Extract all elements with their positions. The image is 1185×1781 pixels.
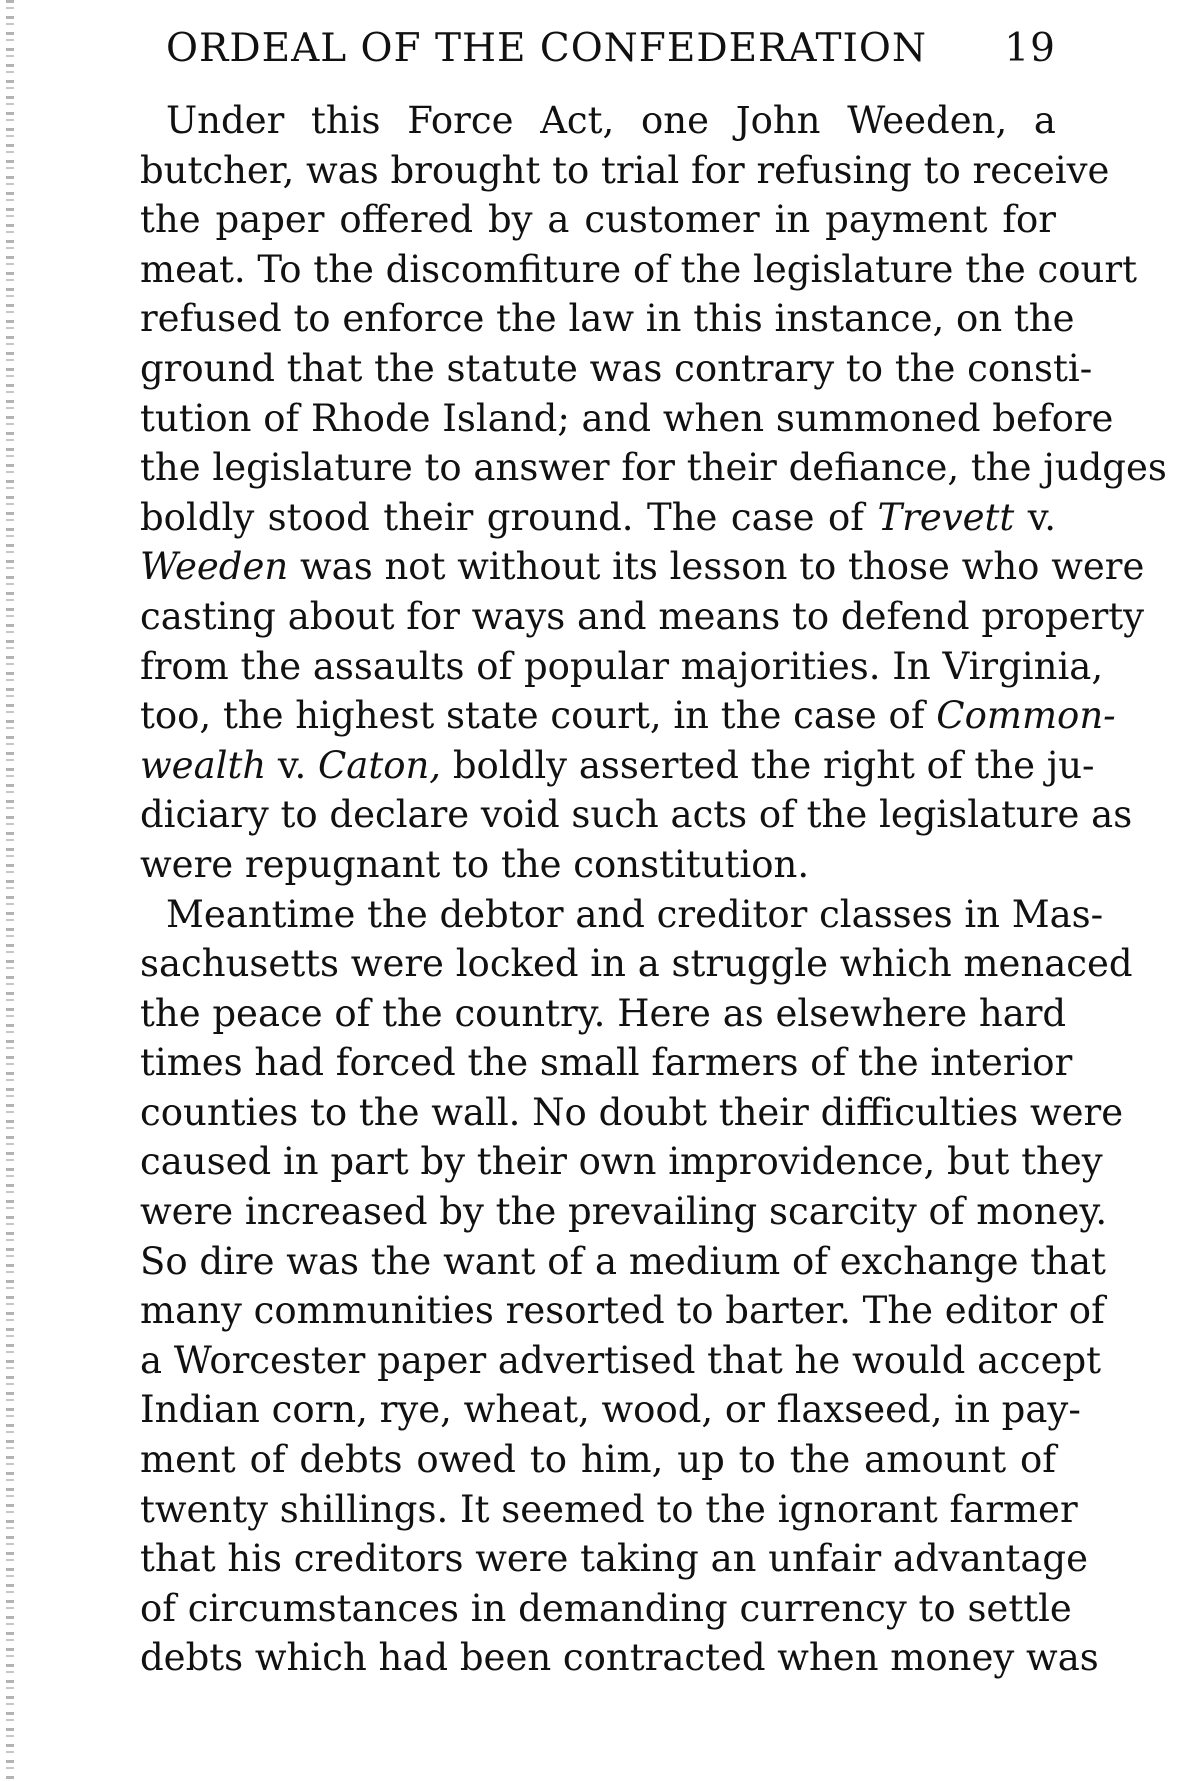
text-run: of circumstances in demanding currency to settle	[140, 1586, 1072, 1630]
text-run: from the assaults of popular majorities. In Virginia,	[140, 644, 1104, 688]
text-line	[140, 96, 1056, 146]
text-line	[140, 939, 1133, 989]
text-run: v.	[1014, 495, 1056, 539]
text-line	[140, 443, 1167, 493]
text-run: were repugnant to the constitution.	[140, 842, 810, 886]
text-run: butcher, was brought to trial for refusing to receive	[140, 148, 1110, 192]
text-line	[140, 1584, 1072, 1634]
italic-text: Weeden	[140, 545, 289, 589]
text-run: tution of Rhode Island; and when summoned before	[140, 396, 1114, 440]
text-line	[140, 741, 1095, 791]
text-line	[140, 1385, 1081, 1435]
text-line	[140, 542, 1145, 592]
text-line	[140, 642, 1104, 692]
text-run: caused in part by their own improvidence, but they	[140, 1140, 1103, 1184]
text-line	[140, 1137, 1103, 1187]
text-run: that his creditors were taking an unfair advantage	[140, 1537, 1088, 1581]
text-line	[140, 1038, 1073, 1088]
text-line	[140, 592, 1145, 642]
italic-text: Trevett	[877, 495, 1015, 539]
text-line	[140, 1286, 1105, 1336]
text-line	[140, 493, 1056, 543]
text-run: twenty shillings. It seemed to the ignorant farmer	[140, 1487, 1078, 1531]
text-line	[140, 1088, 1124, 1138]
text-run: the peace of the country. Here as elsewhere hard	[140, 991, 1067, 1035]
text-line	[140, 294, 1075, 344]
text-run: the legislature to answer for their defiance, the judges	[140, 446, 1167, 490]
text-run: the paper offered by a customer in payment for	[140, 198, 1056, 242]
text-run: Indian corn, rye, wheat, wood, or flaxseed, in pay-	[140, 1388, 1081, 1432]
running-head	[166, 22, 1056, 76]
page-number: 19	[1004, 26, 1056, 71]
text-line	[140, 691, 1116, 741]
text-run: ment of debts owed to him, up to the amount of	[140, 1438, 1056, 1482]
text-line	[140, 1187, 1108, 1237]
text-run: Meantime the debtor and creditor classes in Mas-	[166, 892, 1104, 936]
text-line	[140, 1435, 1056, 1485]
body-text	[140, 96, 1167, 1683]
text-line	[140, 890, 1104, 940]
paragraph	[140, 890, 1133, 1684]
text-line	[140, 1633, 1099, 1683]
text-line	[140, 989, 1067, 1039]
paragraph	[140, 96, 1167, 890]
text-run: boldly asserted the right of the ju-	[441, 743, 1095, 787]
text-run: too, the highest state court, in the case of	[140, 694, 937, 738]
text-run: diciary to declare void such acts of the legislature as	[140, 793, 1133, 837]
text-run: casting about for ways and means to defend property	[140, 594, 1145, 638]
text-run: sachusetts were locked in a struggle which menaced	[140, 942, 1133, 986]
text-line	[140, 1237, 1106, 1287]
text-line	[140, 245, 1137, 295]
text-line	[140, 195, 1056, 245]
text-line	[140, 1485, 1078, 1535]
text-run: meat. To the discomfiture of the legislature the court	[140, 247, 1137, 291]
italic-text: Common-	[936, 694, 1116, 738]
text-line	[140, 394, 1114, 444]
text-line	[140, 840, 1056, 890]
text-run: Under this Force Act, one John Weeden, a	[166, 99, 1056, 142]
text-run: debts which had been contracted when money was	[140, 1636, 1099, 1680]
text-line	[140, 344, 1093, 394]
binding-edge	[6, 0, 14, 1781]
text-line	[140, 790, 1133, 840]
italic-text: wealth	[140, 743, 267, 787]
text-run: boldly stood their ground. The case of	[140, 495, 878, 539]
italic-text: Caton,	[317, 743, 442, 787]
text-run: refused to enforce the law in this instance, on the	[140, 297, 1075, 341]
text-run: v.	[266, 743, 318, 787]
text-line	[140, 146, 1110, 196]
text-run: many communities resorted to barter. The editor of	[140, 1289, 1105, 1333]
text-run: were increased by the prevailing scarcity of money.	[140, 1190, 1108, 1234]
text-run: times had forced the small farmers of the interior	[140, 1041, 1073, 1085]
text-run: So dire was the want of a medium of exchange that	[140, 1239, 1106, 1283]
running-title: ORDEAL OF THE CONFEDERATION	[166, 26, 927, 71]
text-run: was not without its lesson to those who were	[288, 545, 1145, 589]
text-line	[140, 1336, 1102, 1386]
text-run: ground that the statute was contrary to the consti-	[140, 346, 1093, 390]
text-run: a Worcester paper advertised that he would accept	[140, 1338, 1102, 1382]
text-run: counties to the wall. No doubt their difficulties were	[140, 1090, 1124, 1134]
text-line	[140, 1534, 1088, 1584]
